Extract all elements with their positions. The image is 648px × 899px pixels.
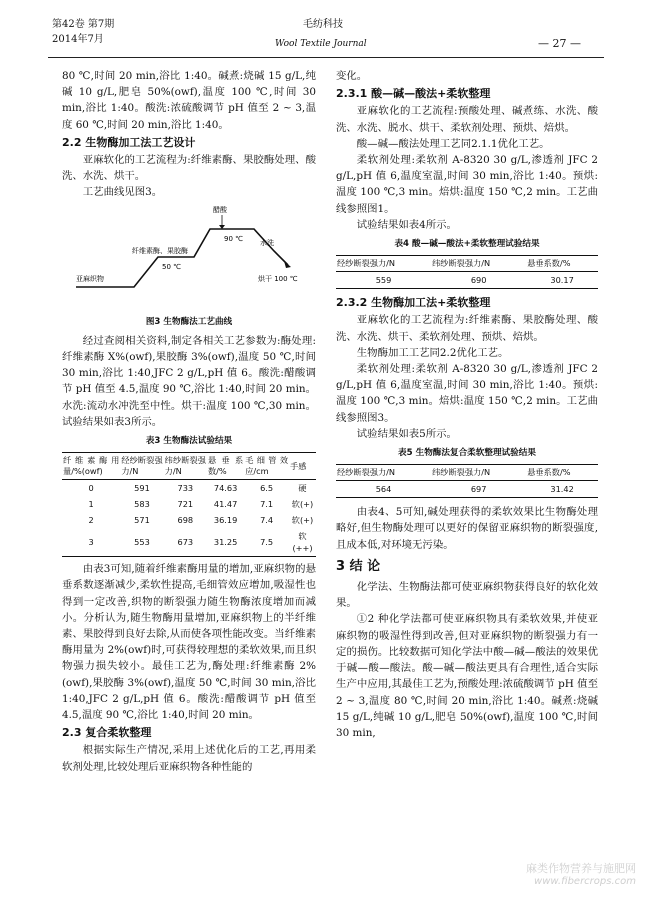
t4-cell: 559 bbox=[336, 272, 431, 289]
s22-paragraph-1: 亚麻软化的工艺流程为:纤维素酶、果胶酶处理、酸洗、水洗、烘干。 bbox=[62, 154, 316, 183]
section-2-3-1-title: 2.3.1 酸—碱—酸法+柔软整理 bbox=[336, 87, 491, 101]
s232-paragraph-4: 试验结果如表5所示。 bbox=[356, 427, 457, 440]
t3-header-cell: 纤维素酶用量/%(owf) bbox=[62, 453, 120, 480]
section-3-title: 3 结 论 bbox=[336, 558, 381, 574]
table-5 bbox=[336, 464, 598, 498]
s232-paragraph-3: 柔软剂处理:柔软剂 A-8320 30 g/L,渗透剂 JFC 2 g/L,pH 值 6,温度室温,时间 30 min,浴比 1:40。预烘:温度 100 ℃,3 min。焙烘:温度 150 ℃,2 min。工艺曲线参照图3。 bbox=[336, 363, 598, 424]
label-temp-50: 50 ℃ bbox=[162, 262, 181, 271]
s232-paragraph-2: 生物酶加工工艺同2.2优化工艺。 bbox=[356, 346, 509, 359]
table-3 bbox=[62, 452, 316, 557]
t3-header-cell: 毛细管效应/cm bbox=[244, 453, 289, 480]
t3-cell: 1 bbox=[88, 499, 94, 510]
t3-header-cell: 纬纱断裂强力/N bbox=[164, 453, 207, 480]
s22-paragraph-4: 由表3可知,随着纤维素酶用量的增加,亚麻织物的悬垂系数逐渐减少,柔软性提高,毛细管效应增加,吸湿性也得到一定改善,织物的断裂强力随生物酶浓度增加而减小。分析认为,随生物酶用量增加,亚麻织物上的半纤维素、果胶得到良好去除,从而使各项性能改变。当纤维素酶用量为 2%(owf)时,可获得较理想的柔软效果,而且织物强力损失较小。最佳工艺为,酶处理:纤维素酶 2%(owf),果胶酶 3%(owf),温度 50 ℃,时间 30 min,浴比 1:40,JFC 2 g/L,pH 值 6。酸洗:醋酸调节 pH 值至 4.5,温度 90 ℃,浴比 1:40,时间 20 min。 bbox=[62, 563, 316, 722]
t3-cell: 698 bbox=[177, 515, 194, 526]
s231-paragraph-3: 柔软剂处理:柔软剂 A-8320 30 g/L,渗透剂 JFC 2 g/L,pH 值 6,温度室温,时间 30 min,浴比 1:40。预烘:温度 100 ℃,3 min。焙烘:温度 150 ℃,2 min。工艺曲线参照图1。 bbox=[336, 154, 598, 215]
section-2-2-title: 2.2 生物酶加工法工艺设计 bbox=[62, 135, 196, 149]
t3-cell: 7.4 bbox=[260, 515, 274, 526]
table-row bbox=[62, 496, 316, 512]
running-header-journal-en: Wool Textile Journal bbox=[275, 39, 367, 49]
t3-cell: 41.47 bbox=[213, 499, 238, 510]
label-water-wash: 水洗 bbox=[260, 238, 274, 247]
t3-cell: 软(+) bbox=[291, 515, 314, 526]
t4-cell: 690 bbox=[431, 272, 526, 289]
intro-paragraph: 80 ℃,时间 20 min,浴比 1:40。碱煮:烧碱 15 g/L,纯碱 10 g/L,肥皂 50%(owf),温度 100 ℃,时间 30 min,浴比 1:40。酸洗:浓硫酸调节 pH 值至 2 ~ 3,温度 60 ℃,时间 20 min,浴比 1:40。 bbox=[62, 70, 316, 131]
t3-cell: 74.63 bbox=[213, 483, 238, 494]
t5-header-cell: 悬垂系数/% bbox=[526, 465, 598, 481]
running-header-journal-cn: 毛纺科技 bbox=[303, 19, 343, 30]
t4-header-cell: 纬纱断裂强力/N bbox=[431, 256, 526, 272]
watermark-url: www.fibercrops.com bbox=[534, 876, 636, 887]
label-drying: 烘干 100 ℃ bbox=[258, 274, 298, 283]
t3-cell: 0 bbox=[88, 483, 94, 494]
table-row bbox=[62, 528, 316, 557]
table-5-caption: 表5 生物酶法复合柔软整理试验结果 bbox=[398, 448, 536, 459]
t3-cell: 583 bbox=[134, 499, 150, 510]
process-curve-line bbox=[76, 229, 288, 287]
t3-cell: 6.5 bbox=[260, 483, 274, 494]
header-rule bbox=[48, 57, 604, 58]
t3-cell: 7.5 bbox=[244, 528, 289, 557]
t3-cell: 553 bbox=[120, 528, 163, 557]
t5-header-cell: 纬纱断裂强力/N bbox=[431, 465, 526, 481]
label-acetic-acid: 醋酸 bbox=[213, 205, 227, 214]
t4-cell: 30.17 bbox=[526, 272, 598, 289]
t5-header-cell: 经纱断裂强力/N bbox=[336, 465, 431, 481]
s232-paragraph-1: 亚麻软化的工艺流程为:纤维素酶、果胶酶处理、酸洗、水洗、烘干、柔软剂处理、预烘、焙烘。 bbox=[336, 314, 598, 343]
s22-paragraph-2: 工艺曲线见图3。 bbox=[82, 186, 163, 199]
t3-cell: 3 bbox=[62, 528, 120, 557]
table-4 bbox=[336, 255, 598, 289]
table-3-caption: 表3 生物酶法试验结果 bbox=[145, 436, 233, 447]
page-number: — 27 — bbox=[538, 37, 581, 50]
t3-cell: 36.19 bbox=[213, 515, 238, 526]
running-header-volume: 第42卷 第7期 bbox=[52, 19, 115, 30]
curve-end-arrow-head bbox=[284, 261, 291, 268]
s23-paragraph-1: 根据实际生产情况,采用上述优化后的工艺,再用柔软剂处理,比较处理后亚麻织物各种性能的 bbox=[62, 744, 316, 773]
t3-cell: 2 bbox=[88, 515, 94, 526]
t3-cell: 721 bbox=[177, 499, 194, 510]
continued-text: 变化。 bbox=[336, 70, 368, 82]
t3-cell: 软(++) bbox=[289, 528, 316, 557]
t3-header-cell: 悬垂系数/% bbox=[207, 453, 244, 480]
s231-paragraph-2: 酸—碱—酸法处理工艺同2.1.1优化工艺。 bbox=[356, 137, 550, 150]
s22-paragraph-3: 经过查阅相关资料,制定各相关工艺参数为:酶处理:纤维素酶 X%(owf),果胶酶 3%(owf),温度 50 ℃,时间 30 min,浴比 1:40,JFC 2 g/L,pH 值 6。酸洗:醋酸调节 pH 值至 4.5,温度 90 ℃,浴比 1:40,时间 20 min。水洗:流动水冲洗至中性。烘干:温度 100 ℃,30 min。试验结果如表3所示。 bbox=[62, 334, 316, 428]
right-column bbox=[336, 68, 598, 741]
table-row bbox=[336, 272, 598, 289]
t3-cell: 硬 bbox=[298, 483, 307, 494]
table-row bbox=[62, 480, 316, 497]
section-2-3-title: 2.3 复合柔软整理 bbox=[62, 726, 152, 740]
t3-header-cell: 手感 bbox=[289, 453, 316, 480]
figure-3 bbox=[62, 201, 316, 311]
t3-cell: 571 bbox=[134, 515, 150, 526]
figure-3-caption: 图3 生物酶法工艺曲线 bbox=[145, 316, 233, 327]
table-row bbox=[62, 512, 316, 528]
section-2-3-2-title: 2.3.2 生物酶加工法+柔软整理 bbox=[336, 296, 491, 310]
t4-header-cell: 经纱断裂强力/N bbox=[336, 256, 431, 272]
table-row bbox=[336, 481, 598, 498]
t3-cell: 软(+) bbox=[291, 499, 314, 510]
watermark-cn: 麻类作物营养与施肥网 bbox=[526, 862, 636, 875]
s231-paragraph-1: 亚麻软化的工艺流程:预酸处理、碱煮练、水洗、酸洗、水洗、脱水、烘干、柔软剂处理、预烘、焙烘。 bbox=[336, 105, 598, 134]
table-4-caption: 表4 酸—碱—酸法+柔软整理试验结果 bbox=[394, 239, 540, 250]
label-temp-90: 90 ℃ bbox=[224, 234, 243, 243]
s231-paragraph-4: 试验结果如表4所示。 bbox=[356, 218, 457, 231]
left-column bbox=[62, 68, 316, 775]
running-header-date: 2014年7月 bbox=[52, 34, 104, 45]
s3-paragraph-1: 化学法、生物酶法都可使亚麻织物获得良好的软化效果。 bbox=[336, 581, 598, 610]
t3-cell: 7.1 bbox=[260, 499, 274, 510]
t5-cell: 697 bbox=[431, 481, 526, 498]
t3-header-cell: 经纱断裂强力/N bbox=[120, 453, 163, 480]
t3-cell: 733 bbox=[177, 483, 194, 494]
process-curve-chart bbox=[62, 201, 316, 309]
t3-cell: 31.25 bbox=[207, 528, 244, 557]
t5-cell: 31.42 bbox=[526, 481, 598, 498]
t3-cell: 673 bbox=[164, 528, 207, 557]
t4-header-cell: 悬垂系数/% bbox=[526, 256, 598, 272]
t5-cell: 564 bbox=[336, 481, 431, 498]
s3-paragraph-2: ①2 种化学法都可使亚麻织物具有柔软效果,并使亚麻织物的吸湿性得到改善,但对亚麻织物的断裂强力有一定的损伤。比较数据可知化学法中酸—碱—酸法的效果优于碱—酸—酸法。酸—碱—酸法更具有合理性,适合实际生产中应用,其最佳工艺为,预酸处理:浓硫酸调节 pH 值至 2 ~ 3,温度 80 ℃,时间 20 min,浴比 1:40。碱煮:烧碱 15 g/L,纯碱 10 g/L,肥皂 50%(owf),温度 100 ℃,时间 30 min, bbox=[336, 613, 598, 739]
t3-cell: 591 bbox=[134, 483, 150, 494]
label-fabric: 亚麻织物 bbox=[76, 274, 104, 283]
label-enzyme: 纤维素酶、果胶酶 bbox=[132, 246, 188, 255]
s232-paragraph-5: 由表4、5可知,碱处理获得的柔软效果比生物酶处理略好,但生物酶处理可以更好的保留亚麻织物的断裂强度,且成本低,对环境无污染。 bbox=[336, 506, 598, 551]
